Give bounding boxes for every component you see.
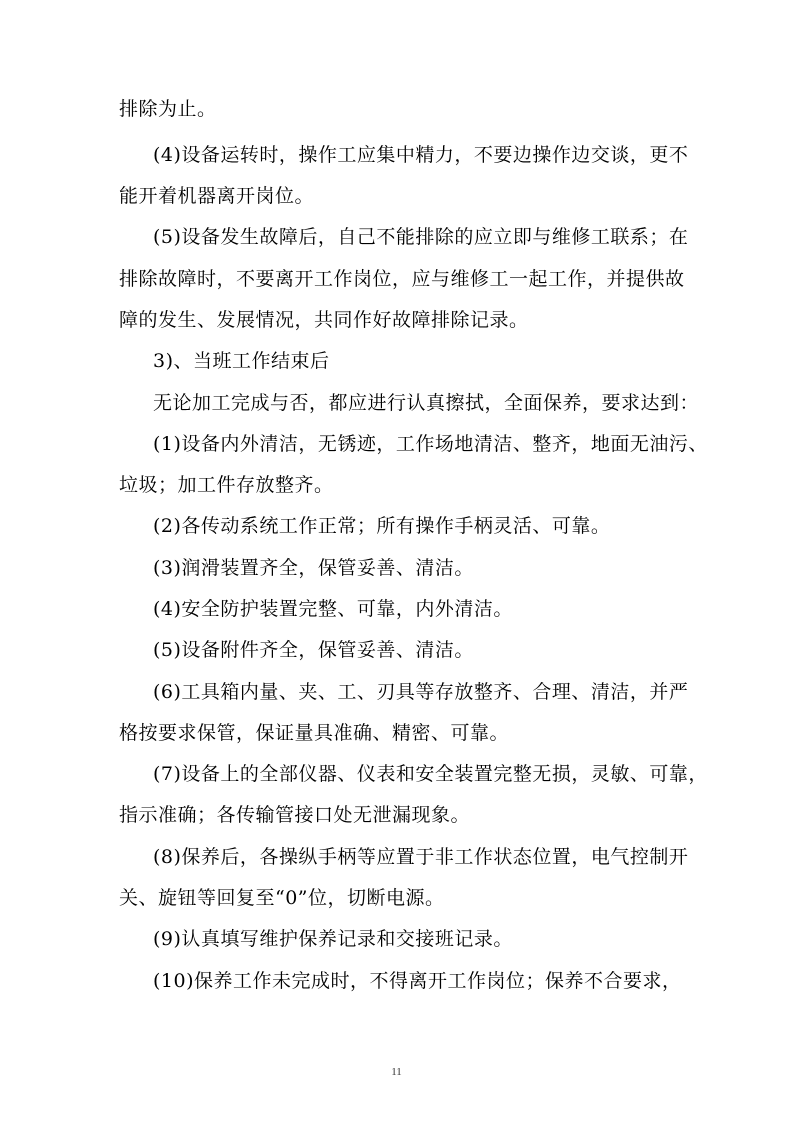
text-line: (5)设备附件齐全，保管妥善、清洁。: [153, 639, 474, 661]
text-line: (6)工具箱内量、夹、工、刃具等存放整齐、合理、清洁，并严: [153, 681, 689, 703]
text-line: (10)保养工作未完成时，不得离开工作岗位；保养不合要求，: [153, 970, 682, 992]
text-line: 障的发生、发展情况，共同作好故障排除记录。: [119, 309, 529, 331]
text-line: (4)安全防护装置完整、可靠，内外清洁。: [153, 598, 513, 620]
text-line: 指示准确；各传输管接口处无泄漏现象。: [119, 804, 471, 826]
text-line: 格按要求保管，保证量具准确、精密、可靠。: [119, 722, 510, 744]
text-line: (1)设备内外清洁，无锈迹，工作场地清洁、整齐，地面无油污、: [153, 433, 708, 455]
text-line: (7)设备上的全部仪器、仪表和安全装置完整无损，灵敏、可靠，: [153, 763, 708, 785]
text-line: 无论加工完成与否，都应进行认真擦拭，全面保养，要求达到：: [153, 392, 700, 414]
text-line: 关、旋钮等回复至“0”位，切断电源。: [119, 887, 445, 909]
text-line: 排除为止。: [119, 98, 217, 120]
text-line: (3)润滑装置齐全，保管妥善、清洁。: [153, 557, 474, 579]
text-line: 能开着机器离开岗位。: [119, 185, 315, 207]
page-number: 11: [391, 1066, 402, 1078]
section-heading: 3)、当班工作结束后: [153, 350, 330, 372]
text-line: 垃圾；加工件存放整齐。: [119, 474, 334, 496]
text-line: (8)保养后，各操纵手柄等应置于非工作状态位置，电气控制开: [153, 846, 689, 868]
text-line: (5)设备发生故障后，自己不能排除的应立即与维修工联系；在: [153, 226, 689, 248]
text-line: (9)认真填写维护保养记录和交接班记录。: [153, 928, 513, 950]
text-line: (2)各传动系统工作正常；所有操作手柄灵活、可靠。: [153, 515, 611, 537]
text-line: (4)设备运转时，操作工应集中精力，不要边操作边交谈，更不: [153, 144, 689, 166]
text-line: 排除故障时，不要离开工作岗位，应与维修工一起工作，并提供故: [119, 268, 685, 290]
